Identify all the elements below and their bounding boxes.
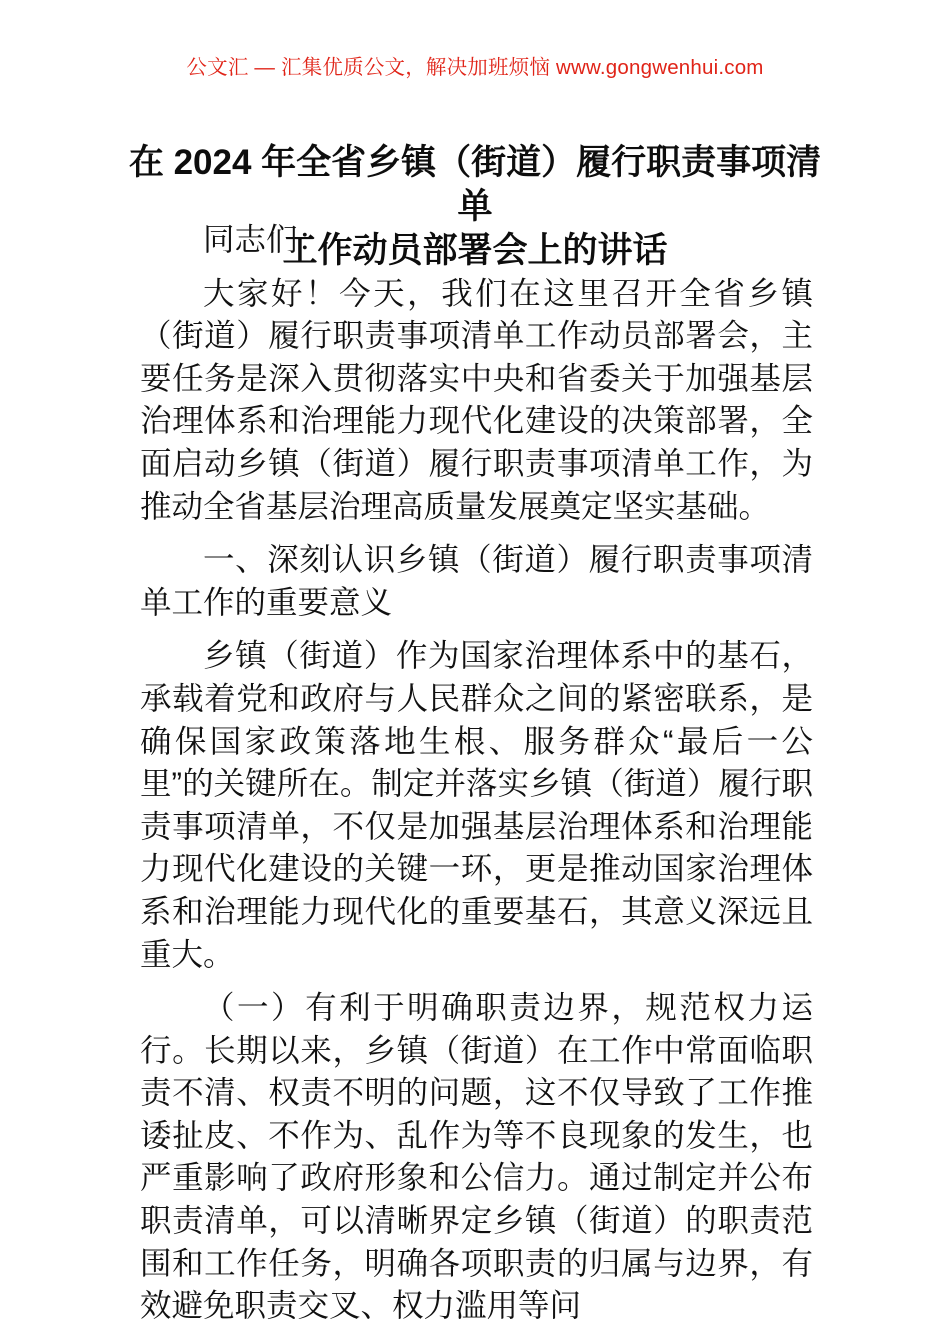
paragraph-subsection-one: （一）有利于明确职责边界，规范权力运行。长期以来，乡镇（街道）在工作中常面临职责不清、权责不明的问题，这不仅导致了工作推诿扯皮、不作为、乱作为等不良现象的发生，也严重影响了政府形象和公信力。通过制定并公布职责清单，可以清晰界定乡镇（街道）的职责范围和工作任务，明确各项职责的归属与边界，有效避免职责交叉、权力滥用等问 — [140, 989, 813, 1324]
site-watermark: 公文汇 — 汇集优质公文，解决加班烦恼 www.gongwenhui.com — [186, 56, 764, 79]
document-body — [140, 218, 813, 1327]
page-title-line-1: 在 2024 年全省乡镇（街道）履行职责事项清单 — [128, 143, 822, 227]
salutation: 同志们： — [203, 221, 330, 257]
page-title-line-2: 工作动员部署会上的讲话 — [282, 231, 668, 271]
paragraph-section-one-body: 乡镇（街道）作为国家治理体系中的基石，承载着党和政府与人民群众之间的紧密联系，是确保国家政策落地生根、服务群众“最后一公里”的关键所在。制定并落实乡镇（街道）履行职责事项清单，不仅是加强基层治理体系和治理能力现代化建设的关键一环，更是推动国家治理体系和治理能力现代化的重要基石，其意义深远且重大。 — [140, 637, 813, 972]
section-heading-one: 一、深刻认识乡镇（街道）履行职责事项清单工作的重要意义 — [140, 541, 813, 620]
paragraph-opening: 大家好！今天，我们在这里召开全省乡镇（街道）履行职责事项清单工作动员部署会，主要任务是深入贯彻落实中央和省委关于加强基层治理体系和治理能力现代化建设的决策部署，全面启动乡镇（街道）履行职责事项清单工作，为推动全省基层治理高质量发展奠定坚实基础。 — [140, 274, 813, 524]
